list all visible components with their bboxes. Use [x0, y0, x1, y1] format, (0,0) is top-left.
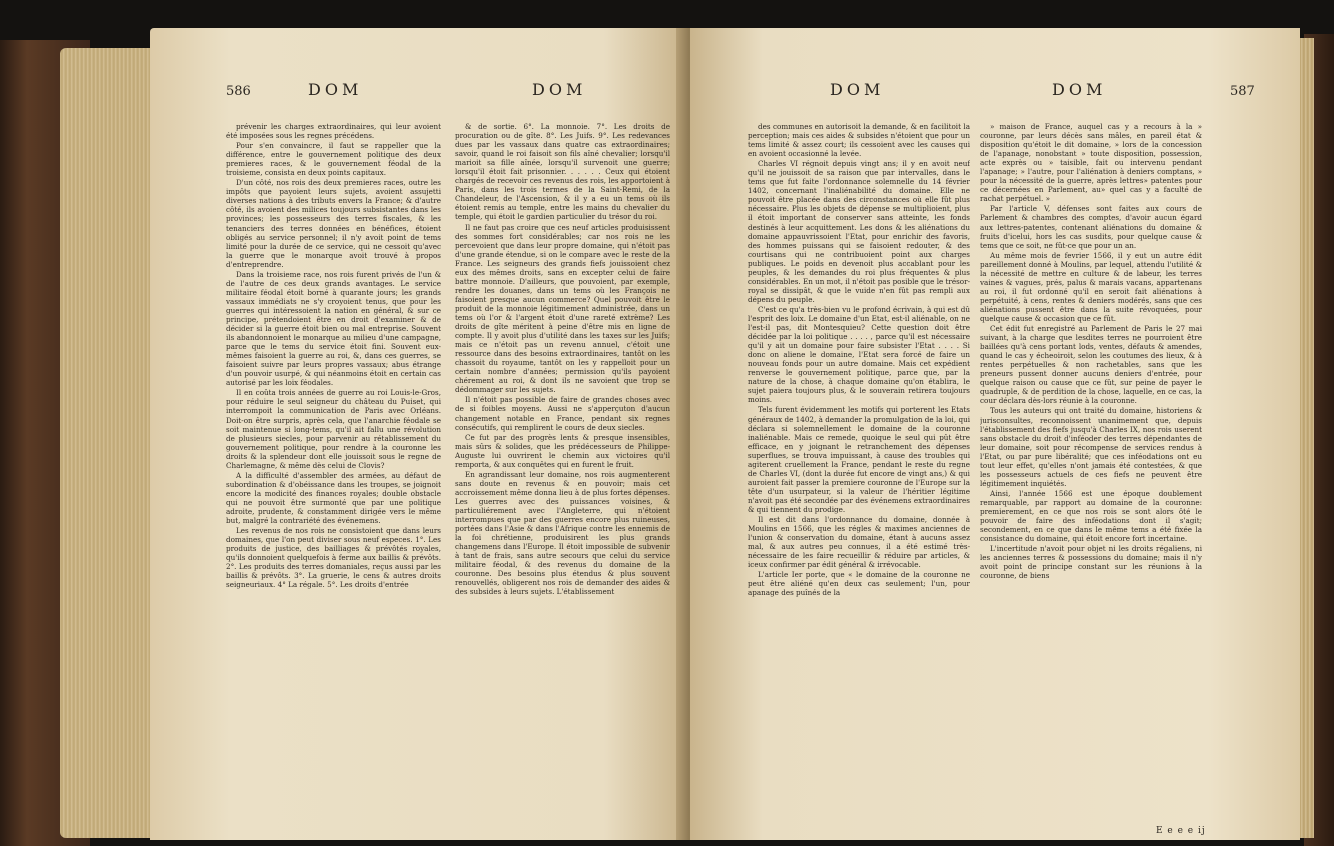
left-page-column-2 [455, 122, 670, 822]
paragraph: L'article Ier porte, que « le domaine de la couronne ne peut être aliéné qu'en deux cas seulement; l'un, pour apanage des puînés de la [748, 570, 970, 598]
paragraph: prévenir les charges extraordinaires, qui leur avoient été imposées sous les regnes précédens. [226, 122, 441, 141]
paragraph: Au même mois de fevrier 1566, il y eut un autre édit pareillement donné à Moulins, par lequel, attendu l'utilité & la nécessité de mettre en culture & de labeur, les terres vaines & vagues, prés, palus & marais vacans, appartenans au roi, il fut ordonné qu'il en seroit fait aliénations à perpétuité, à cens, rentes & deniers modérés, sans que ces aliénations pussent être dans la suite révoquées, pour quelque cause & occasion que ce fût. [980, 250, 1202, 323]
running-head-right-2: DOM [1052, 80, 1107, 99]
paragraph: Par l'article V, défenses sont faites aux cours de Parlement & chambres des comptes, d'avoir aucun égard aux lettres-patentes, contenant aliénations du domaine & fruits d'icelui, hors les cas susdits, pour quelque cause & tems que ce soit, ne fût-ce que pour un an. [980, 204, 1202, 250]
paragraph: En agrandissant leur domaine, nos rois augmenterent sans doute en revenus & en pouvoir; mais cet accroissement même donna lieu à de plus fortes dépenses. Les guerres avec des puissances voisines, & particuliérement avec l'Angleterre, qui n'étoient interrompues que par des guerres encore plus ruineuses, portées dans l'Asie & dans l'Afrique contre les ennemis de la foi chrétienne, produisirent les plus grands changemens dans l'Europe. Il étoit impossible de subvenir à tant de frais, sans autre secours que celui du service militaire féodal, & des revenus du domaine de la couronne. Des besoins plus étendus & plus souvent renouvellés, obligerent nos rois de demander des aides & des subsides à leurs sujets. L'établissement [455, 469, 670, 597]
page-number-left: 586 [226, 84, 251, 99]
left-page-column-1 [226, 122, 441, 822]
paragraph: des communes en autorisoit la demande, & en facilitoit la perception; mais ces aides & subsides n'étoient que pour un tems limité & assez court; ils cessoient avec les causes qui en avoient occasionné la levée. [748, 122, 970, 159]
paragraph: Cet édit fut enregistré au Parlement de Paris le 27 mai suivant, à la charge que lesdites terres ne pourroient être baillées qu'à cens portant lods, ventes, défauts & amendes, quand le cas y écheoiroit, selon les coutumes des lieux, & à rentes perpétuelles & non rachetables, sans que les preneurs pussent donner aucuns deniers d'entrée, pour quelque raison ou cause que ce fût, sur peine de payer le quadruple, & de perdition de la chose, laquelle, en ce cas, la cour déclara dès-lors réunie à la couronne. [980, 324, 1202, 406]
paragraph: Pour s'en convaincre, il faut se rappeller que la différence, entre le gouvernement politique des deux premieres races, & le gouvernement féodal de la troisieme, consista en deux points capitaux. [226, 141, 441, 178]
right-page-column-1 [748, 122, 970, 822]
paragraph: C'est ce qu'a très-bien vu le profond écrivain, à qui est dû l'esprit des loix. Le domaine d'un Etat, est-il aliénable, on ne l'est-il pas, dit Montesquieu? Cette question doit être décidée par la loi politique . . . . , parce qu'il est nécessaire qu'il y ait un domaine pour faire subsister l'Etat . . . . Si donc on aliene le domaine, l'Etat sera forcé de faire un nouveau fonds pour un autre domaine. Mais cet expédient renverse le gouvernement politique, parce que, par la nature de la chose, à chaque domaine qu'on établira, le sujet paiera toujours plus, & le souverain retirera toujours moins. [748, 304, 970, 405]
running-head-left-2: DOM [532, 80, 587, 99]
paragraph: Dans la troisieme race, nos rois furent privés de l'un & de l'autre de ces deux grands avantages. Le service militaire féodal étoit borné à quarante jours; les grands vassaux immédiats ne s'y croyoient tenus, que pour les guerres qui intéressoient la nation en général, & sur ce principe, prétendoient être en droit d'examiner & de décider si la guerre étoit bien ou mal entreprise. Souvent ils abandonnoient le monarque au milieu d'une campagne, parce que le tems du service étoit fini. Souvent eux-mêmes faisoient la guerre au roi, &, dans ces guerres, se faisoient suivre par leurs propres vassaux; abus étrange d'un pouvoir usurpé, & qui néanmoins étoit en certain cas autorisé par les loix féodales. [226, 269, 441, 388]
paragraph: Il ne faut pas croire que ces neuf articles produisissent des sommes fort considérables; car nos rois ne les percevoient que dans leur propre domaine, qui n'étoit pas d'une grande étendue, si on le compare avec le reste de la France. Les seigneurs des grands fiefs jouissoient chez eux des mêmes droits, sans en excepter celui de faire battre monnoie. D'ailleurs, que pouvoient, par exemple, rendre les douanes, dans un tems où les François ne faisoient presque aucun commerce? Quel pouvoit être le produit de la monnoie légitimement administrée, dans un tems où l'or & l'argent étoit d'une rareté extrème? Les droits de gîte méritent à peine d'être mis en ligne de compte. Il y avoit plus d'utilité dans les taxes sur les Juifs; mais ce n'étoit pas un revenu annuel, c'étoit une ressource dans des besoins extraordinaires, tantôt on les chassoit du royaume, tantôt on les y rappelloit pour un certain nombre d'années; permission qu'ils payoient chérement au roi, & dont ils ne savoient que trop se dédommager sur les sujets. [455, 222, 670, 395]
book [0, 18, 1334, 846]
page-number-right: 587 [1230, 84, 1255, 99]
running-head-right-1: DOM [830, 80, 885, 99]
right-page [690, 28, 1300, 840]
paragraph: Ce fut par des progrès lents & presque insensibles, mais sûrs & solides, que les prédécesseurs de Philippe-Auguste lui ouvrirent le chemin aux victoires qu'il remporta, & aux conquêtes qui en furent le fruit. [455, 432, 670, 469]
right-page-column-2 [980, 122, 1202, 822]
paragraph: Tous les auteurs qui ont traité du domaine, historiens & jurisconsultes, reconnoissent unanimement que, depuis l'établissement des fiefs jusqu'à Charles IX, nos rois userent sans obstacle du droit d'inféoder des terres dépendantes de leur domaine, soit pour récompense de services rendus à l'Etat, ou par pure libéralité; que ces inféodations ont eu tout leur effet, qu'elles n'ont jamais été contestées, & que les possesseurs actuels de ces fiefs ne peuvent être légitimement inquiétés. [980, 406, 1202, 488]
left-page [150, 28, 684, 840]
paragraph: A la difficulté d'assembler des armées, au défaut de subordination & d'obéissance dans les troupes, se joignoit encore la modicité des finances royales; double obstacle qui ne pouvoit être surmonté que par une politique adroite, prudente, & constamment dirigée vers le même but, malgré la contrariété des événemens. [226, 470, 441, 526]
paragraph: Les revenus de nos rois ne consistoient que dans leurs domaines, que l'on peut diviser sous neuf especes. 1°. Les produits de justice, des bailliages & prévôtés royales, qu'ils donnoient quelquefois à ferme aux baillis & prévôts. 2°. Les produits des terres domaniales, reçus aussi par les baillis & prévôts. 3°. La gruerie, le cens & autres droits seigneuriaux. 4° La régale. 5°. Les droits d'entrée [226, 526, 441, 590]
paragraph: Ainsi, l'année 1566 est une époque doublement remarquable, par rapport au domaine de la couronne: premierement, en ce que nos rois se sont alors ôté le pouvoir de faire des inféodations dont il s'agit; secondement, en ce que dans le même tems a été fixée la consistance du domaine, qui étoit encore fort incertaine. [980, 488, 1202, 544]
paragraph: Il est dit dans l'ordonnance du domaine, donnée à Moulins en 1566, que les régles & maximes anciennes de l'union & conservation du domaine, étant à aucuns assez mal, & aux autres peu connues, il a été estimé très-nécessaire de les faire recueillir & réduire par articles, & iceux confirmer par édit général & irrévocable. [748, 515, 970, 570]
running-head-left-1: DOM [308, 80, 363, 99]
page-edges-right [1298, 38, 1314, 838]
paragraph: & de sortie. 6°. La monnoie. 7°. Les droits de procuration ou de gîte. 8°. Les Juifs. 9°. Les redevances dues par les vassaux dans quatre cas extraordinaires; savoir, quand le roi faisoit son fils aîné chevalier; lorsqu'il marioit sa fille aînée, lorsqu'il survenoit une guerre; lorsqu'il étoit fait prisonnier. . . . . . Ceux qui étoient chargés de recevoir ces revenus des rois, les apportoient à Paris, dans les trois termes de la Saint-Remi, de la Chandeleur, de l'Ascension, & il y a eu un tems où ils étoient remis au temple, entre les mains du chevalier du temple, qui étoit le gardien particulier du trésor du roi. [455, 122, 670, 222]
signature-mark: E e e e ij [1156, 826, 1206, 836]
paragraph: » maison de France, auquel cas y a recours à la » couronne, par leurs décès sans mâles, en pareil état & disposition qu'étoit le dit domaine, » lors de la concession de l'apanage, nonobstant » toute disposition, possession, acte exprès ou » taisible, fait ou intervenu pendant l'apanage; » l'autre, pour l'aliénation à deniers comptans, » pour la nécessité de la guerre, après lettres» patentes pour ce décernées en Parlement, au» quel cas y a faculté de rachat perpétuel. » [980, 122, 1202, 204]
paragraph: L'incertitude n'avoit pour objet ni les droits régaliens, ni les anciennes terres & possessions du domaine; mais il n'y avoit point de principe constant sur les réunions à la couronne, de biens [980, 544, 1202, 581]
paragraph: Charles VI régnoit depuis vingt ans; il y en avoit neuf qu'il ne jouissoit de sa raison que par intervalles, dans le tems que fut faite l'ordonnance solemnelle du 14 février 1402, concernant l'inaliénabilité du domaine. Elle ne pouvoit être placée dans des circonstances où elle fût plus nécessaire. Plus les objets de dépense se multiplioient, plus il étoit important de conserver sans atteinte, les fonds destinés à leur acquittement. Les dons & les aliénations du domaine appauvrissoient l'Etat, pour enrichir des favoris, des hommes puissans qui se faisoient redouter, & des courtisans qui ne contribuoient point aux charges publiques. Le poids en devenoit plus accablant pour les peuples, & les demandes du roi plus fréquentes & plus considérables. En un mot, il n'étoit pas posible que le trésor-royal se dissipât, & que le vuide n'en fût pas rempli aux dépens du peuple. [748, 159, 970, 304]
paragraph: Il n'étoit pas possible de faire de grandes choses avec de si foibles moyens. Aussi ne s'apperçuton d'aucun changement notable en France, pendant six regnes consécutifs, qui remplirent le cours de deux siecles. [455, 395, 670, 432]
paragraph: Il en coûta trois années de guerre au roi Louis-le-Gros, pour réduire le seul seigneur du château du Puiset, qui interrompoit la communication de Paris avec Orléans. Doit-on être surpris, après cela, que l'anarchie féodale se soit maintenue si long-tems, qu'il ait fallu une révolution de plusieurs siecles, pour parvenir au rétablissement du gouvernement politique, pour rendre à la couronne les droits & la splendeur dont elle jouissoit sous le regne de Charlemagne, & même dès celui de Clovis? [226, 388, 441, 470]
paragraph: Tels furent évidemment les motifs qui porterent les Etats généraux de 1402, à demander la promulgation de la loi, qui déclara si solemnellement le domaine de la couronne inaliénable. Mais ce remede, quoique le seul qui pût être efficace, en y joignant le retranchement des dépenses superflues, se trouva impuissant, à cause des troubles qui agiterent cruellement la France, pendant le reste du regne de Charles VI, (dont la durée fut encore de vingt ans,) & qui auroient fait passer la premiere couronne de l'Europe sur la tête d'un usurpateur, si la valeur de l'héritier légitime n'avoit pas été secondée par des événemens extraordinaires & qui tiennent du prodige. [748, 405, 970, 514]
paragraph: D'un côté, nos rois des deux premieres races, outre les impôts que payoient leurs sujets, avoient assujetti diverses nations à des tributs envers la France; & d'autre côté, ils avoient des milices toujours subsistantes dans les provinces; les possesseurs des terres fiscales, & les tenanciers des terres données en bénéfices, étoient obligés au service personnel; il n'y avoit point de tems limité pour la durée de ce service, qui ne cessoit qu'avec la guerre que le monarque avoit trouvé à propos d'entreprendre. [226, 178, 441, 269]
